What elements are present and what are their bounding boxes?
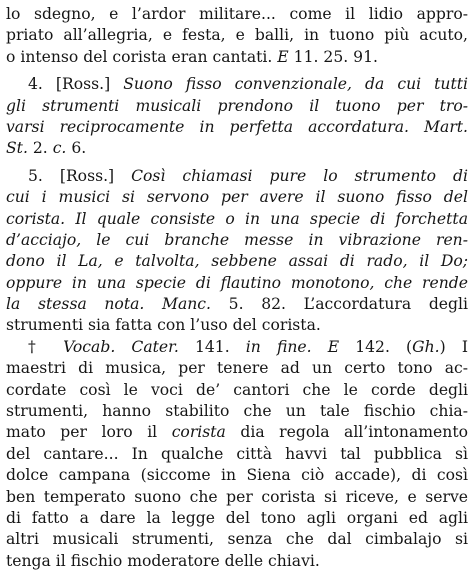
citation-paragraph [6, 337, 468, 572]
text-line: altri musicali strumenti, senza che dal cimbalajo si [6, 530, 468, 549]
text-line: cui i musici si servono per avere il suono fisso del [6, 188, 468, 207]
text-line: gli strumenti musicali prendono il tuono per tro- [6, 96, 468, 115]
text-line: dono il La, e talvolta, sebbene assai di rado, il Do; [6, 252, 468, 271]
text-line: o intenso del corista eran cantati. E 11. 25. 91. [6, 47, 378, 66]
text-line: mato per loro il corista dia regola all’intonamento [6, 423, 468, 442]
text-line: varsi reciprocamente in perfetta accordatura. Mart. [6, 117, 468, 136]
definition-5 [6, 166, 468, 337]
dictionary-entry-text [6, 4, 468, 572]
text-line: lo sdegno, e l’ardor militare... come il lidio appro- [6, 5, 468, 23]
text-line: 4. [Ross.] Suono fisso convenzionale, da cui tutti [28, 75, 468, 94]
text-line: 5. [Ross.] Così chiamasi pure lo strumento di [28, 166, 468, 185]
text-line: del cantare... In qualche città havvi tal pubblica sì [6, 444, 468, 463]
text-line: tenga il fischio moderatore delle chiavi. [6, 551, 320, 570]
paragraph-continuation [6, 4, 468, 68]
text-line: St. 2. c. 6. [6, 139, 87, 158]
text-line: di fatto a dare la legge del tono agli organi ed agli [6, 508, 468, 527]
text-line: † Vocab. Cater. 141. in fine. E 142. (Gh.) I [28, 337, 468, 356]
text-line: maestri di musica, per tenere ad un certo tono ac- [6, 359, 468, 378]
text-line: corista. Il quale consiste o in una specie di forchetta [6, 209, 468, 228]
text-line: la stessa nota. Manc. 5. 82. L’accordatura degli [6, 295, 468, 314]
text-line: strumenti sia fatta con l’uso del corista. [6, 316, 321, 335]
text-line: strumenti, hanno stabilito che un tale fischio chia- [6, 402, 468, 421]
text-line: ben temperato suono che per corista si riceve, e serve [6, 487, 468, 506]
text-line: cordate così le voci de’ cantori che le corde degli [6, 380, 468, 399]
text-line: priato all’allegria, e festa, e balli, in tuono più acuto, [6, 26, 468, 45]
text-line: d’acciajo, le cui branche messe in vibrazione ren- [6, 230, 468, 249]
text-line: dolce campana (siccome in Siena ciò accade), di così [6, 466, 468, 485]
definition-4 [6, 74, 468, 160]
text-line: oppure in una specie di flautino monotono, che rende [6, 273, 468, 292]
